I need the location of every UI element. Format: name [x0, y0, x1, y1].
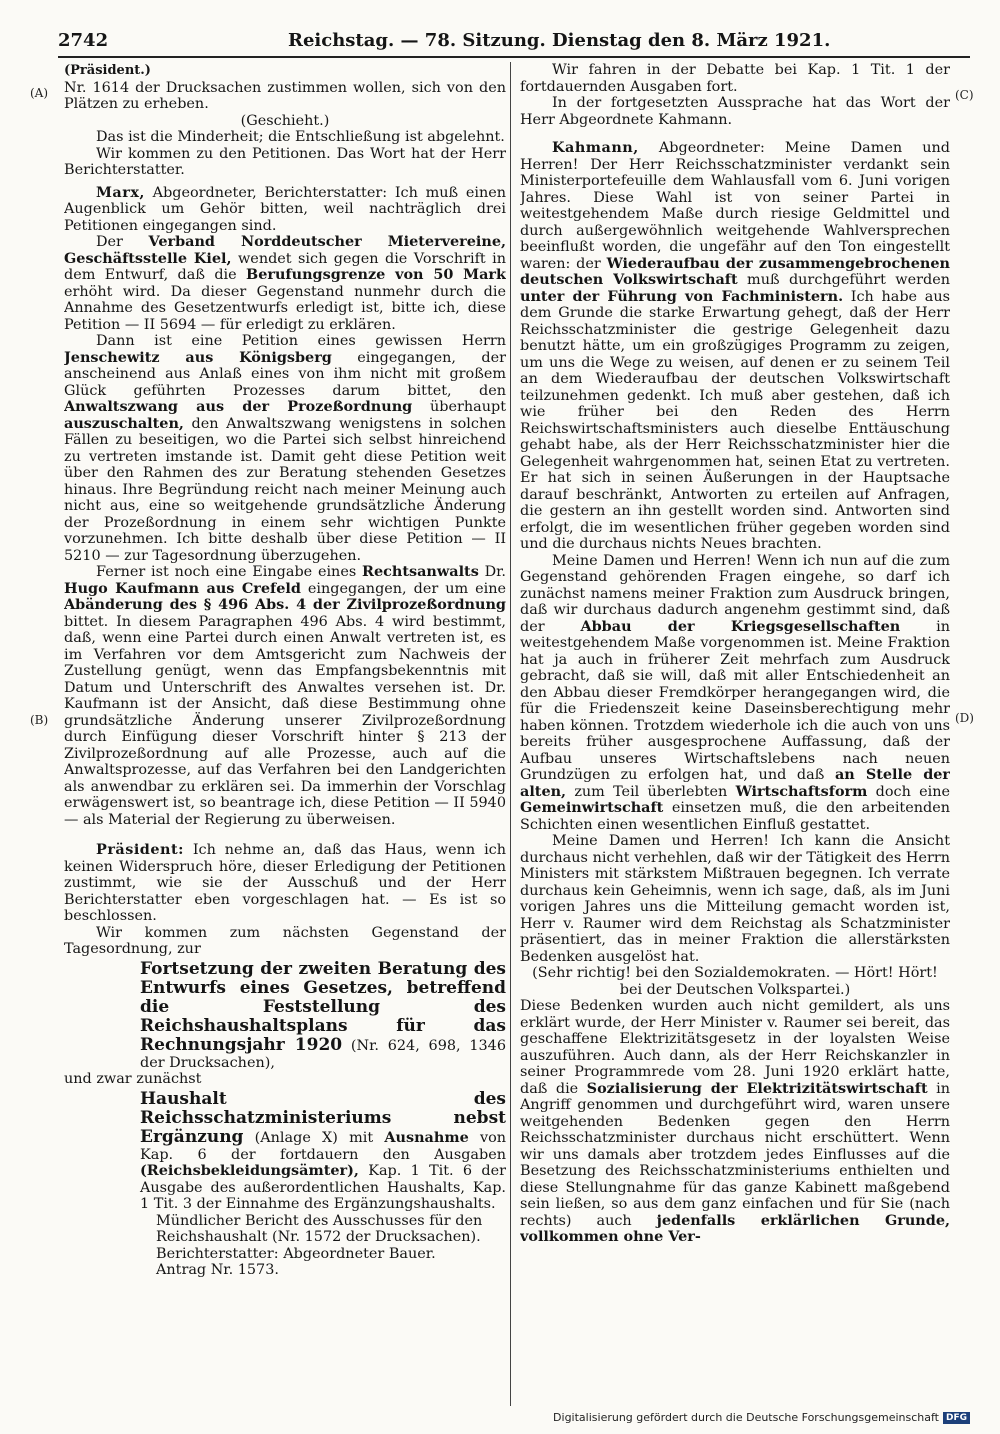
speech-kahmann: Kahmann, Abgeordneter: Meine Damen und Herren! Der Herr Reichsschatzminister verdankt sein Ministerportefeuille dem Wahlausfall vom 6. Juni vorigen Jahres. Diese Wahl ist von seiner Partei in weitestgehendem Maße durch riesige Geldmittel und durch außergewöhnlich weitgehende Wahlversprechen beeinflußt worden, die ungefähr auf den Ton eingestellt waren: der Wiederaufbau der zusammengebrochenen deutschen Volkswirtschaft muß durchgeführt werden unter der Führung von Fachministern. Ich habe aus dem Grunde die starke Erwartung gehegt, daß der Herr Reichsschatzminister die gestrige Gelegenheit dazu benutzt hätte, um ein großzügiges Programm zu zeigen, um uns die Wege zu weisen, auf denen er zu seinem Teil an dem Wiederaufbau der deutschen Volkswirtschaft teilzunehmen gedenkt. Ich muß aber gestehen, daß ich wie früher bei den Reden des Herrn Reichswirtschaftsministers auch dieselbe Enttäuschung gehabt habe, als der Herr Reichsschatzminister hier die Gelegenheit wahrgenommen hat, seinen Etat zu vertreten. Er hat sich in seinen Äußerungen in der Hauptsache darauf beschränkt, Antworten zu erteilen auf Anfragen, die gestern an ihn gestellt worden sind. Antworten sind erfolgt, die im wesentlichen früher gegeben worden sind und die durchaus nichts Neues brachten. — [520, 139, 950, 552]
agenda-item: Fortsetzung der zweiten Beratung des Entwurfs eines Gesetzes, betreffend die Feststellung des Reichshaushaltsplans für das Rechnungsjahr 1920 (Nr. 624, 698, 1346 der Drucksachen), — [140, 958, 506, 1071]
paragraph: Ferner ist noch eine Eingabe eines Rechtsanwalts Dr. Hugo Kaufmann aus Crefeld eingegangen, der um eine Abänderung des § 496 Abs. 4 der Zivilprozeßordnung bittet. In diesem Paragraphen 496 Abs. 4 wird bestimmt, daß, wenn eine Partei durch einen Anwalt vertreten ist, es im Verfahren vor dem Amtsgericht zum Nachweis der Zustellung genügt, wenn das Empfangsbekenntnis mit Datum und Unterschrift des Anwaltes versehen ist. Dr. Kaufmann ist der Ansicht, daß diese Bestimmung ohne grundsätzliche Änderung unserer Zivilprozeßordnung durch Einfügung dieser Vorschrift hinter § 213 der Zivilprozeßordnung auf alle Prozesse, auch auf die Anwaltsprozesse, auf das Verfahren bei den Landgerichten als anwendbar zu erklären sei. Da immerhin der Vorschlag erwägenswert ist, so beantrage ich, diese Petition — II 5940 — als Material der Regierung zu überweisen. — [64, 563, 506, 828]
running-title: Reichstag. — 78. Sitzung. Dienstag den 8. März 1921. — [288, 30, 831, 51]
dfg-logo: DFG — [943, 1412, 970, 1424]
paragraph: In der fortgesetzten Aussprache hat das Wort der Herr Abgeordnete Kahmann. — [520, 95, 950, 128]
paragraph: Meine Damen und Herren! Wenn ich nun auf die zum Gegenstand gehörenden Fragen eingehe, so darf ich zunächst namens meiner Fraktion zum Ausdruck bringen, daß wir durchaus dadurch angenehm gestimmt sind, daß der Abbau der Kriegsgesellschaften in weitestgehendem Maße vorgenommen ist. Meine Fraktion hat ja auch in früherer Zeit mehrfach zum Ausdruck gebracht, daß sie will, daß mit aller Entschiedenheit an den Abbau dieser Fremdkörper herangegangen wird, die für die Friedenszeit keine Daseinsberechtigung mehr haben können. Trotzdem wiederhole ich die auch von uns bereits früher ausgesprochene Auffassung, daß der Aufbau unseres Wirtschaftslebens nach neuen Grundzügen zu erfolgen hat, und daß an Stelle der alten, zum Teil überlebten Wirtschaftsform doch eine Gemeinwirtschaft einsetzen muß, die den arbeitenden Schichten einen wesentlichen Einfluß gestattet. — [520, 552, 950, 833]
agenda-subitem: Haushalt des Reichsschatzministeriums nebst Ergänzung (Anlage X) mit Ausnahme von Kap. 6 der fortdauern den Ausgaben (Reichsbekleidungsämter), Kap. 1 Tit. 6 der Ausgabe des außerordentlichen Haushalts, Kap. 1 Tit. 3 der Einnahme des Ergänzungshaushalts. — [140, 1088, 506, 1212]
speaker-name: Kahmann, — [552, 139, 639, 156]
margin-marker-b: (B) — [30, 713, 49, 727]
stage-direction: (Geschieht.) — [240, 112, 330, 129]
speaker-name: Marx, — [96, 183, 145, 201]
paragraph: Dann ist eine Petition eines gewissen Herrn Jenschewitz aus Königsberg eingegangen, der anscheinend aus Anlaß eines von ihm nicht mit großem Glück geführten Prozesses darum bittet, den Anwaltszwang aus der Prozeßordnung überhaupt auszuschalten, den Anwaltszwang wenigstens in solchen Fällen zu beseitigen, wo die Partei sich selbst hinreichend zu vertreten imstande ist. Damit geht diese Petition weit über den Rahmen des zur Beratung stehenden Gesetzes hinaus. Ihre Begründung reicht nach meiner Meinung auch nicht aus, eine so weitgehende grundsätzliche Änderung der Prozeßordnung in einem sehr wichtigen Punkte vorzunehmen. Ich bitte deshalb über diese Petition — II 5210 — zur Tagesordnung überzugehen. — [64, 333, 506, 564]
paragraph: Wir kommen zu den Petitionen. Das Wort hat der Herr Berichterstatter. — [64, 145, 506, 178]
digitization-credit: Digitalisierung gefördert durch die Deutsche Forschungsgemeinschaft DFG — [553, 1411, 970, 1424]
column-divider — [510, 62, 511, 1406]
page-number: 2742 — [58, 30, 109, 51]
paragraph: Nr. 1614 der Drucksachen zustimmen wollen, sich von den Plätzen zu erheben. — [64, 79, 506, 112]
margin-marker-d: (D) — [955, 711, 974, 725]
speaker-continuation: (Präsident.) — [64, 63, 151, 78]
speaker-name: Präsident: — [96, 841, 184, 858]
report-line: Mündlicher Bericht des Ausschusses für den Reichshaushalt (Nr. 1572 der Drucksachen). — [156, 1212, 483, 1245]
margin-marker-c: (C) — [955, 88, 974, 102]
paragraph: Der Verband Norddeutscher Mietervereine, Geschäftsstelle Kiel, wendet sich gegen die Vorschrift in dem Entwurf, daß die Berufungsgrenze von 50 Mark erhöht wird. Da dieser Gegenstand nunmehr durch die Annahme des Gesetzentwurfs erledigt ist, bitte ich, diese Petition — II 5694 — für erledigt zu erklären. — [64, 233, 506, 333]
rapporteur-line: Berichterstatter: Abgeordneter Bauer. — [156, 1245, 436, 1262]
paragraph: und zwar zunächst — [64, 1071, 202, 1087]
paragraph: Das ist die Minderheit; die Entschließung ist abgelehnt. — [96, 129, 505, 145]
header-rule — [58, 56, 970, 58]
paragraph: Diese Bedenken wurden auch nicht gemildert, als uns erklärt wurde, der Herr Minister v. Raumer sei bereit, das geschaffene Elektrizitätsgesetz in der loyalsten Weise auszuführen. Auch dann, als der Herr Reichskanzler in seiner Programmrede vom 28. Juni 1920 erklärt hatte, daß die Sozialisierung der Elektrizitätswirtschaft in Angriff genommen und durchgeführt wird, waren unsere weitgehenden Bedenken gegen den Herrn Reichsschatzminister durchaus nicht erschüttert. Wenn wir uns damals aber trotzdem jedes Einflusses auf die Besetzung des Reichsschatzministeriums enthielten und diese Stellungnahme für das ganze Kabinett maßgebend sein ließen, so aus dem ganz einfachen und für Sie (nach rechts) auch jedenfalls erklärlichen Grunde, vollkommen ohne Ver- — [520, 998, 950, 1245]
right-column — [520, 62, 950, 1402]
motion-line: Antrag Nr. 1573. — [156, 1262, 279, 1278]
margin-marker-a: (A) — [30, 86, 49, 100]
paragraph: Meine Damen und Herren! Ich kann die Ansicht durchaus nicht verhehlen, daß wir der Tätigkeit des Herrn Ministers mit stärkstem Mißtrauen begegnen. Ich verrate durchaus kein Geheimnis, wenn ich sage, daß, als im Juni vorigen Jahres uns die Mitteilung gemacht worden ist, Herr v. Raumer wird dem Reichstag als Schatzminister präsentiert, das in meiner Fraktion die allerstärksten Bedenken ausgelöst hat. — [520, 833, 950, 965]
speech-praesident: Präsident: Ich nehme an, daß das Haus, wenn ich keinen Widerspruch höre, dieser Erledigung der Petitionen zustimmt, wie sie der Ausschuß und der Herr Berichterstatter eben vorgeschlagen hat. — Es ist so beschlossen. — [64, 841, 506, 924]
paragraph: Wir fahren in der Debatte bei Kap. 1 Tit. 1 der fortdauernden Ausgaben fort. — [520, 62, 950, 95]
interjection: (Sehr richtig! bei den Sozialdemokraten. — Hört! Hört! bei der Deutschen Volkspartei.) — [532, 965, 938, 998]
paragraph: Wir kommen zum nächsten Gegenstand der Tagesordnung, zur — [64, 924, 506, 957]
left-column — [64, 62, 506, 1402]
speech-marx: Marx, Abgeordneter, Berichterstatter: Ich muß einen Augenblick um Gehör bitten, weil nachträglich drei Petitionen eingegangen sind. — [64, 183, 506, 234]
